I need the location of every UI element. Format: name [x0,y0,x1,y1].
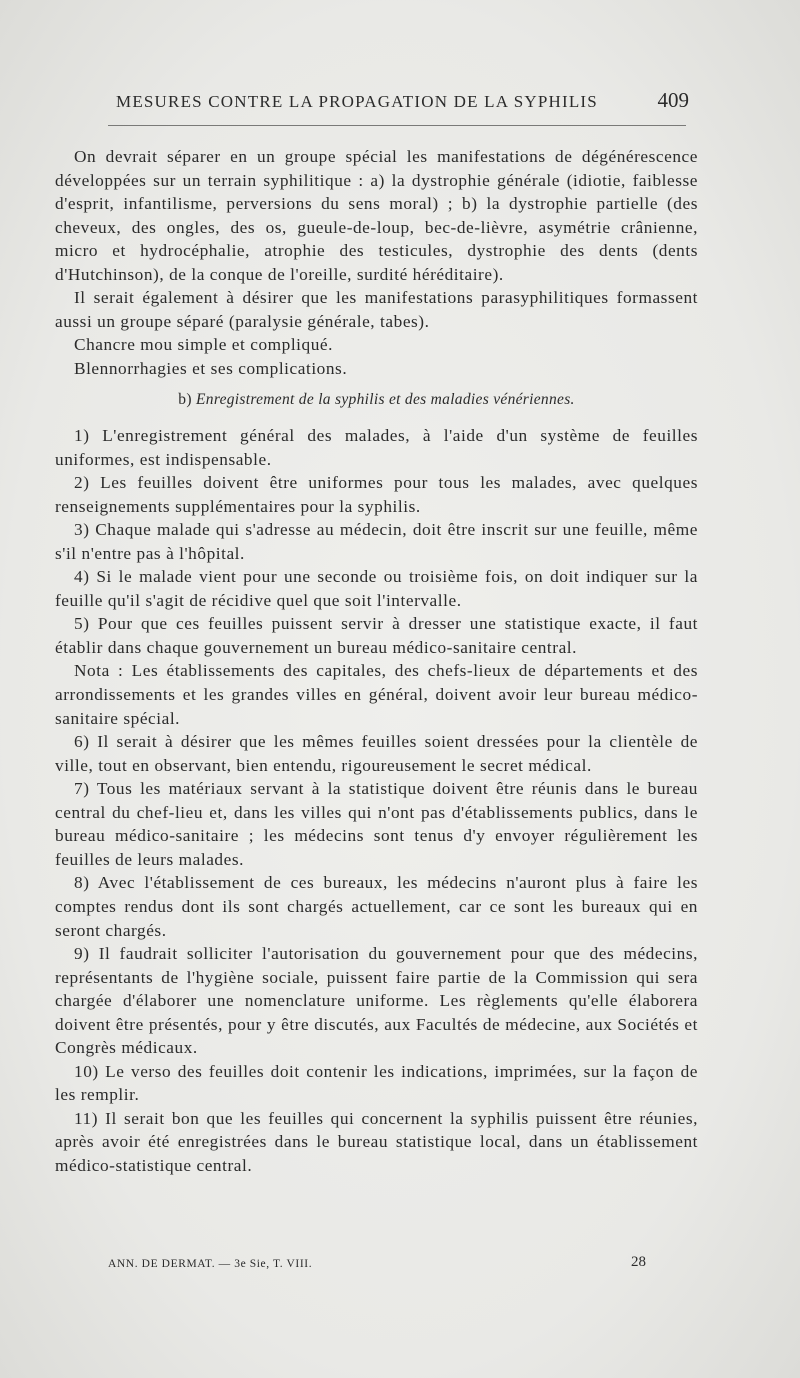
list-item: 11) Il serait bon que les feuilles qui concernent la syphilis puissent être réunies, après avoir été enregistrées dans le bureau statistique local, dans un établissement médico-statistique central. [55,1108,698,1175]
list-item: 6) Il serait à désirer que les mêmes feuilles soient dressées pour la clientèle de ville, tout en observant, bien entendu, rigoureusement le secret médical. [55,732,698,775]
body-text [55,145,698,1178]
header-rule [108,125,686,126]
list-item: 10) Le verso des feuilles doit contenir les indications, imprimées, sur la façon de les remplir. [55,1061,698,1105]
list-item: 3) Chaque malade qui s'adresse au médecin, doit être inscrit sur une feuille, même s'il n'entre pas à l'hôpital. [55,520,698,563]
paragraph: Blennorrhagies et ses complications. [74,358,348,378]
running-head [106,88,689,118]
paragraph: Il serait également à désirer que les manifestations parasyphilitiques formassent aussi un groupe séparé (paralysie générale, tabes). [55,288,698,331]
nota-paragraph: Nota : Les établissements des capitales, des chefs-lieux de départements et des arrondissements et les grandes villes en général, doivent avoir leur bureau médico-sanitaire spécial. [55,661,698,728]
journal-reference: ANN. DE DERMAT. — 3e Sie, T. VIII. [108,1258,313,1270]
list-item: 9) Il faudrait solliciter l'autorisation du gouvernement pour que des médecins, représentants de l'hygiène sociale, puissent faire partie de la Commission qui sera chargée d'élaborer une nomenclature uniforme. Les règlements qu'elle élaborera doivent être présentés, pour y être discutés, aux Facultés de médecine, aux Sociétés et Congrès médicaux. [55,944,698,1058]
list-item: 4) Si le malade vient pour une seconde ou troisième fois, on doit indiquer sur la feuille qu'il s'agit de récidive quel que soit l'intervalle. [55,567,698,610]
page-number: 409 [657,88,689,112]
subheading-label: b) [178,391,192,409]
subheading-title: Enregistrement de la syphilis et des maladies vénériennes. [196,391,575,409]
paragraph: On devrait séparer en un groupe spécial les manifestations de dégénérescence développées sur un terrain syphilitique : a) la dystrophie générale (idiotie, faiblesse d'esprit, infantilisme, perversions du sens moral) ; b) la dystrophie partielle (des cheveux, des ongles, des os, gueule-de-loup, bec-de-lièvre, asymétrie crânienne, micro et hydrocéphalie, atrophie des testicules, dystrophie des dents (dents d'Hutchinson), de la conque de l'oreille, surdité héréditaire). [55,147,698,284]
list-item: 5) Pour que ces feuilles puissent servir à dresser une statistique exacte, il faut établir dans chaque gouvernement un bureau médico-sanitaire central. [55,614,698,657]
section-subheading [55,388,698,412]
list-item: 8) Avec l'établissement de ces bureaux, les médecins n'auront plus à faire les comptes rendus dont ils sont chargés actuellement, car ce sont les bureaux qui en seront chargés. [55,873,698,940]
signature-mark: 28 [631,1254,646,1270]
list-item: 7) Tous les matériaux servant à la statistique doivent être réunis dans le bureau central du chef-lieu et, dans les villes qui n'ont pas d'établissements publics, dans le bureau médico-sanitaire ; les médecins sont tenus d'y envoyer régulièrement les feuilles de leurs malades. [55,779,698,869]
paragraph: Chancre mou simple et compliqué. [74,335,333,355]
running-title: MESURES CONTRE LA PROPAGATION DE LA SYPHILIS [116,92,598,111]
list-item: 1) L'enregistrement général des malades, à l'aide d'un système de feuilles uniformes, est indispensable. [55,426,698,469]
list-item: 2) Les feuilles doivent être uniformes pour tous les malades, avec quelques renseignements supplémentaires pour la syphilis. [55,473,698,516]
